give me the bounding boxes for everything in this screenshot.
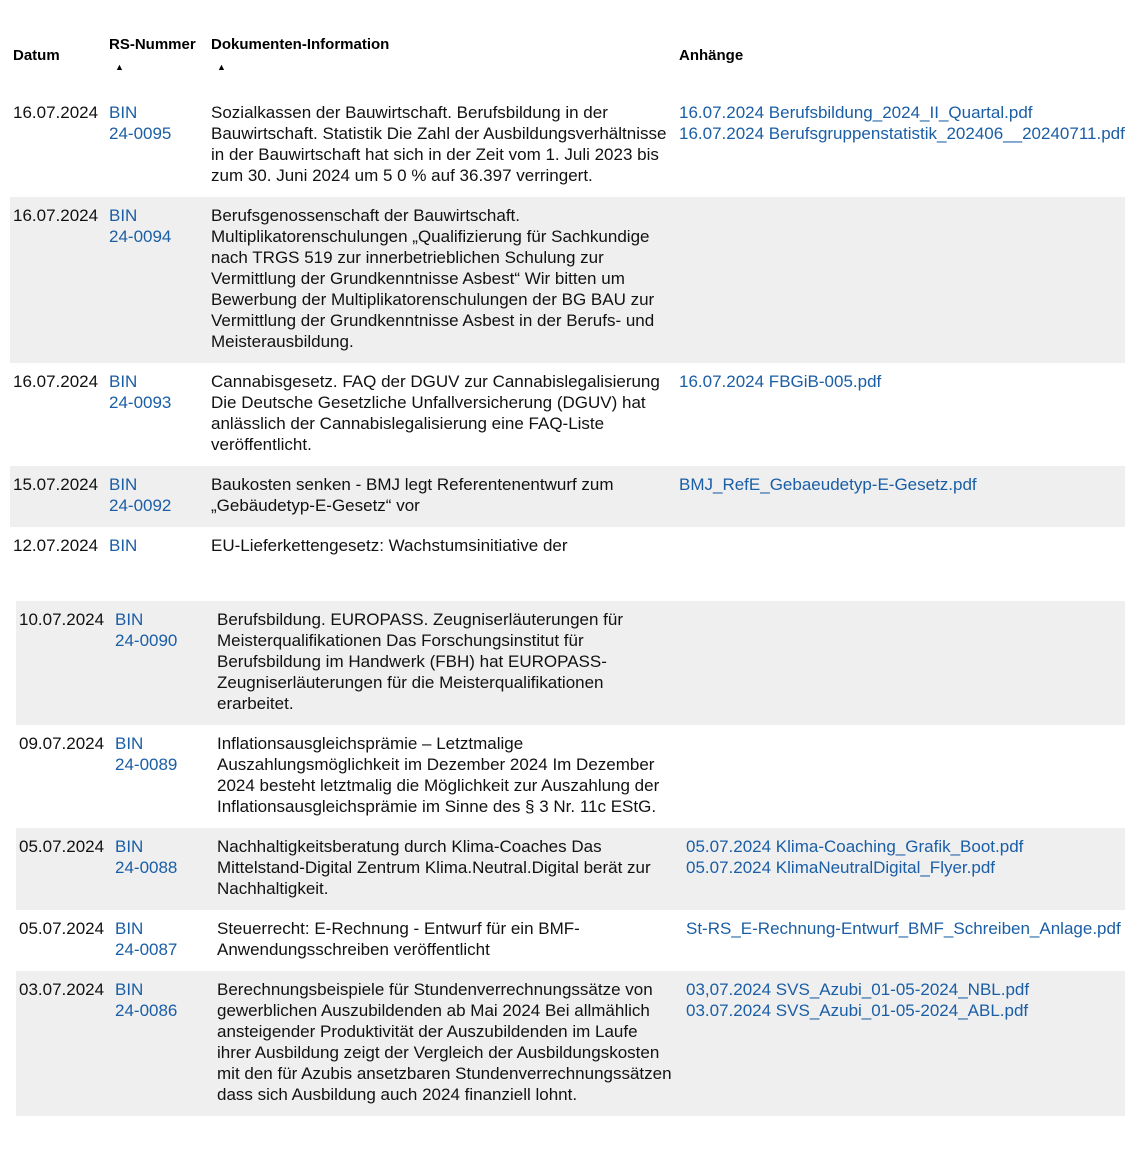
- rs-nummer-link[interactable]: BIN: [109, 475, 138, 494]
- attachment-link[interactable]: 05.07.2024 Klima-Coaching_Grafik_Boot.pdf: [686, 837, 1024, 856]
- table-row: [16, 828, 1125, 910]
- rs-nummer-link[interactable]: BIN: [109, 103, 138, 122]
- rs-nummer-link[interactable]: 24-0089: [115, 755, 178, 774]
- attachments-cell: [686, 910, 1125, 971]
- attachments-cell: [679, 197, 1125, 363]
- date-cell: 12.07.2024: [13, 536, 99, 555]
- header-anhaenge[interactable]: [679, 36, 1125, 72]
- attachment-link[interactable]: BMJ_RefE_Gebaeudetyp-E-Gesetz.pdf: [679, 475, 977, 494]
- table-header-row: [10, 36, 1125, 72]
- date-cell: 16.07.2024: [13, 206, 99, 225]
- rs-nummer-cell: [115, 601, 217, 725]
- header-datum[interactable]: [10, 36, 109, 72]
- rs-nummer-cell: [109, 94, 211, 197]
- document-info-cell: Baukosten senken - BMJ legt Referentenentwurf zum „Gebäudetyp-E-Gesetz“ vor: [211, 475, 614, 515]
- attachments-cell: [686, 601, 1125, 725]
- document-info-cell: Berechnungsbeispiele für Stundenverrechnungssätze von gewerblichen Auszubildenden ab Mai 2024 Bei allmählich ansteigender Produktivität der Auszubildenden im Laufe ihrer Ausbildung zeigt der Vergleich der Ausbildungskosten mit den für Azubis ansetzbaren Stundenverrechnungssätzen dass sich Ausbildung auch 2024 finanziell lohnt.: [217, 980, 672, 1104]
- rs-nummer-link[interactable]: 24-0095: [109, 124, 172, 143]
- document-info-cell: Berufsgenossenschaft der Bauwirtschaft. Multiplikatorenschulungen „Qualifizierung für Sachkundige nach TRGS 519 zur innerbetrieblichen Schulung zur Vermittlung der Grundkenntnisse Asbest“ Wir bitten um Bewerbung der Multiplikatorenschulungen der BG BAU zur Vermittlung der Grundkenntnisse Asbest in der Berufs- und Meisterausbildung.: [211, 206, 655, 351]
- header-rs-nummer[interactable]: [109, 36, 211, 72]
- rs-nummer-link[interactable]: 24-0093: [109, 393, 172, 412]
- date-cell: 03.07.2024: [19, 980, 105, 999]
- header-rs-nummer-label: RS-Nummer: [109, 36, 196, 53]
- rs-nummer-cell: [109, 466, 211, 527]
- document-info-cell: Inflationsausgleichsprämie – Letztmalige Auszahlungsmöglichkeit im Dezember 2024 Im Dezember 2024 besteht letztmalig die Möglichkeit zur Auszahlung der Inflationsausgleichsprämie im Sinne des § 3 Nr. 11c EStG.: [217, 734, 660, 816]
- attachments-cell: [679, 363, 1125, 466]
- table-row: [16, 971, 1125, 1116]
- rs-nummer-link[interactable]: 24-0092: [109, 496, 172, 515]
- rs-nummer-link[interactable]: 24-0087: [115, 940, 178, 959]
- rs-nummer-link[interactable]: BIN: [109, 206, 138, 225]
- table-body: [10, 94, 1125, 586]
- attachment-link[interactable]: 03.07.2024 SVS_Azubi_01-05-2024_ABL.pdf: [686, 1001, 1029, 1020]
- document-info-cell: Steuerrecht: E-Rechnung - Entwurf für ein BMF-Anwendungsschreiben veröffentlicht: [217, 919, 580, 959]
- sort-asc-icon[interactable]: ▲: [217, 62, 226, 72]
- date-cell: 16.07.2024: [13, 103, 99, 122]
- attachments-cell: [679, 94, 1125, 197]
- document-info-cell: EU-Lieferkettengesetz: Wachstumsinitiative der: [211, 536, 568, 555]
- rs-nummer-link[interactable]: BIN: [115, 734, 144, 753]
- document-info-cell: Cannabisgesetz. FAQ der DGUV zur Cannabislegalisierung Die Deutsche Gesetzliche Unfallversicherung (DGUV) hat anlässlich der Cannabislegalisierung eine FAQ-Liste veröffentlicht.: [211, 372, 660, 454]
- rs-nummer-cell: [115, 828, 217, 910]
- rs-nummer-cell: [115, 910, 217, 971]
- rs-nummer-cell: [109, 197, 211, 363]
- table-row: [10, 363, 1125, 466]
- date-cell: 05.07.2024: [19, 837, 105, 856]
- rs-nummer-link[interactable]: BIN: [115, 837, 144, 856]
- attachment-link[interactable]: 05.07.2024 KlimaNeutralDigital_Flyer.pdf: [686, 858, 996, 877]
- attachments-cell: [679, 527, 1125, 586]
- rs-nummer-cell: [109, 363, 211, 466]
- table-row: [16, 601, 1125, 725]
- rs-nummer-cell: [115, 971, 217, 1116]
- rundschreiben-table-bottom: [16, 601, 1125, 1116]
- table-row: [10, 94, 1125, 197]
- table-body: [16, 601, 1125, 1116]
- table-row: [16, 725, 1125, 828]
- table-row: [10, 527, 1125, 586]
- attachment-link[interactable]: 03,07.2024 SVS_Azubi_01-05-2024_NBL.pdf: [686, 980, 1030, 999]
- document-info-cell: Sozialkassen der Bauwirtschaft. Berufsbildung in der Bauwirtschaft. Statistik Die Zahl der Ausbildungsverhältnisse in der Bauwirtschaft hat sich in der Zeit vom 1. Juli 2023 bis zum 30. Juni 2024 um 5 0 % auf 36.397 verringert.: [211, 103, 667, 185]
- date-cell: 10.07.2024: [19, 610, 105, 629]
- header-anhaenge-label: Anhänge: [679, 47, 744, 64]
- rs-nummer-link[interactable]: 24-0086: [115, 1001, 178, 1020]
- rs-nummer-link[interactable]: 24-0090: [115, 631, 178, 650]
- document-info-cell: Berufsbildung. EUROPASS. Zeugniserläuterungen für Meisterqualifikationen Das Forschungsinstitut für Berufsbildung im Handwerk (FBH) hat EUROPASS-Zeugniserläuterungen für die Meisterqualifikationen erarbeitet.: [217, 610, 624, 713]
- header-datum-label: Datum: [13, 47, 60, 64]
- date-cell: 16.07.2024: [13, 372, 99, 391]
- table-row: [10, 466, 1125, 527]
- rs-nummer-link[interactable]: BIN: [109, 536, 138, 555]
- sort-asc-icon[interactable]: ▲: [115, 62, 124, 72]
- rs-nummer-cell: [109, 527, 211, 586]
- attachments-cell: [686, 971, 1125, 1116]
- attachments-cell: [679, 466, 1125, 527]
- rs-nummer-link[interactable]: BIN: [115, 610, 144, 629]
- date-cell: 09.07.2024: [19, 734, 105, 753]
- rs-nummer-cell: [115, 725, 217, 828]
- attachments-cell: [686, 725, 1125, 828]
- rs-nummer-link[interactable]: 24-0094: [109, 227, 172, 246]
- table-row: [10, 197, 1125, 363]
- rs-nummer-link[interactable]: BIN: [115, 919, 144, 938]
- rundschreiben-table-top: [10, 36, 1125, 586]
- attachments-cell: [686, 828, 1125, 910]
- attachment-link[interactable]: 16.07.2024 Berufsgruppenstatistik_202406__20240711.pdf: [679, 124, 1125, 143]
- attachment-link[interactable]: 16.07.2024 FBGiB-005.pdf: [679, 372, 882, 391]
- rs-nummer-link[interactable]: BIN: [115, 980, 144, 999]
- header-dokumenten-information-label: Dokumenten-Information: [211, 36, 390, 53]
- date-cell: 05.07.2024: [19, 919, 105, 938]
- attachment-link[interactable]: 16.07.2024 Berufsbildung_2024_II_Quartal.pdf: [679, 103, 1033, 122]
- date-cell: 15.07.2024: [13, 475, 99, 494]
- document-info-cell: Nachhaltigkeitsberatung durch Klima-Coaches Das Mittelstand-Digital Zentrum Klima.Neutral.Digital berät zur Nachhaltigkeit.: [217, 837, 651, 898]
- rs-nummer-link[interactable]: BIN: [109, 372, 138, 391]
- table-row: [16, 910, 1125, 971]
- attachment-link[interactable]: St-RS_E-Rechnung-Entwurf_BMF_Schreiben_Anlage.pdf: [686, 919, 1121, 938]
- rs-nummer-link[interactable]: 24-0088: [115, 858, 178, 877]
- header-dokumenten-information[interactable]: [211, 36, 679, 72]
